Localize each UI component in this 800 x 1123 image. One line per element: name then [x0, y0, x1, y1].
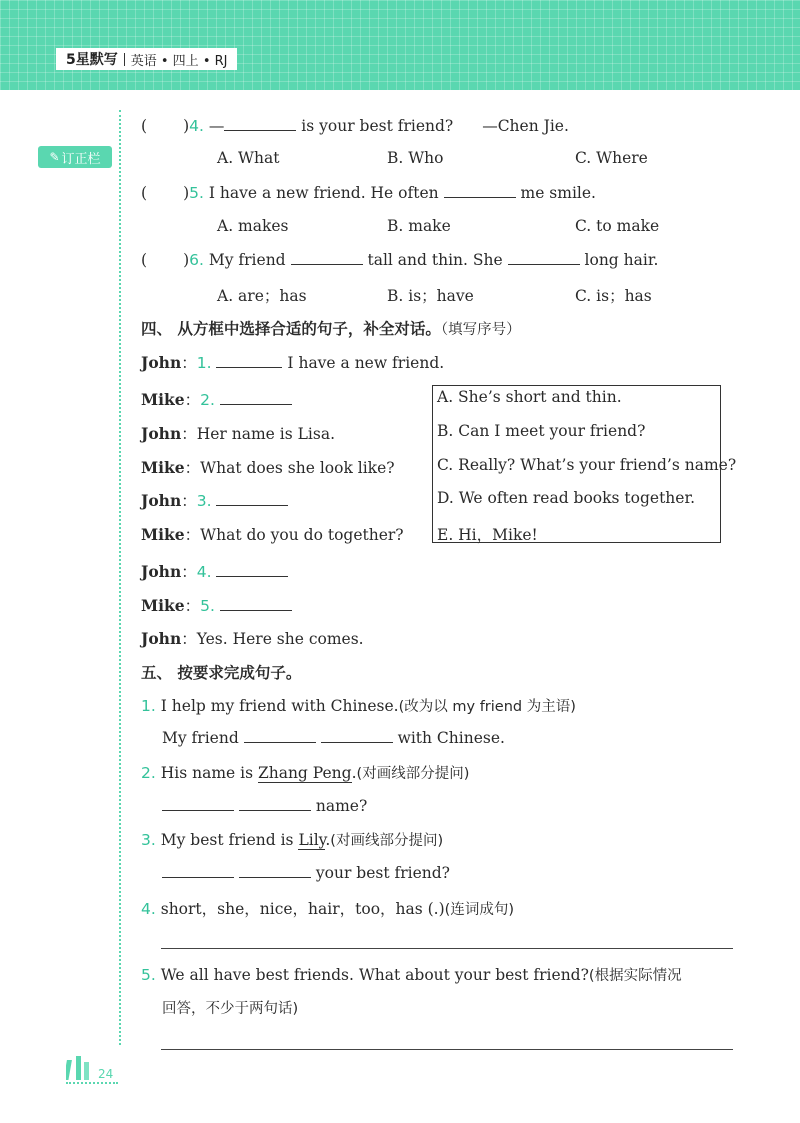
- q4-option-a: A. What: [217, 149, 280, 167]
- dialog-line: Mike：2.: [141, 388, 292, 410]
- dialog-line: Mike：5.: [141, 594, 292, 616]
- dialog-line: John：3.: [141, 489, 288, 511]
- pencil-icon: ✎: [49, 150, 60, 164]
- answer-line[interactable]: [161, 1049, 733, 1050]
- q6-option-a: A. are；has: [217, 287, 307, 305]
- s5-answer-2: name?: [162, 796, 367, 815]
- section-4-heading: 四、 从方框中选择合适的句子，补全对话。（填写序号）: [141, 320, 521, 338]
- correction-margin-line: [119, 110, 121, 1045]
- answer-line[interactable]: [161, 948, 733, 949]
- s5-question-4: 4. short，she，nice，hair，too，has (.)(连词成句): [141, 900, 514, 918]
- blank[interactable]: [321, 728, 393, 743]
- blank[interactable]: [162, 796, 234, 811]
- question-5: ( )5. I have a new friend. He often me smile.: [141, 184, 596, 202]
- q6-option-c: C. is；has: [575, 287, 652, 305]
- s5-question-3: 3. My best friend is Lily.(对画线部分提问): [141, 831, 444, 849]
- q5-option-c: C. to make: [575, 217, 660, 235]
- blank[interactable]: [220, 596, 292, 611]
- question-6: ( )6. My friend tall and thin. She long hair.: [141, 251, 659, 269]
- choice-c: C. Really? What’s your friend’s name?: [437, 456, 737, 474]
- sentence-choice-box: [432, 385, 737, 544]
- books-icon: [66, 1054, 96, 1080]
- page-number: 24: [98, 1067, 114, 1081]
- choice-e: E. Hi，Mike!: [437, 526, 538, 544]
- brand-title: 5星默写: [66, 52, 118, 68]
- blank[interactable]: [508, 250, 580, 265]
- blank[interactable]: [162, 863, 234, 878]
- dialog-line: John：1. I have a new friend.: [141, 353, 445, 372]
- blank[interactable]: [216, 353, 282, 368]
- blank[interactable]: [220, 390, 292, 405]
- blank[interactable]: [216, 491, 288, 506]
- q5-option-b: B. make: [387, 217, 451, 235]
- blank[interactable]: [239, 796, 311, 811]
- question-4: ( )4. — is your best friend? —Chen Jie.: [141, 117, 569, 135]
- q4-option-b: B. Who: [387, 149, 444, 167]
- blank[interactable]: [224, 116, 296, 131]
- choice-a: A. She’s short and thin.: [437, 388, 622, 406]
- dialog-line: Mike：What does she look like?: [141, 458, 395, 477]
- s5-question-2: 2. His name is Zhang Peng.(对画线部分提问): [141, 764, 470, 782]
- blank[interactable]: [216, 562, 288, 577]
- q5-option-a: A. makes: [217, 217, 289, 235]
- s5-answer-1: My friend with Chinese.: [162, 729, 505, 747]
- choice-b: B. Can I meet your friend?: [437, 422, 646, 440]
- blank[interactable]: [291, 250, 363, 265]
- s5-answer-3: your best friend?: [162, 863, 450, 882]
- choice-d: D. We often read books together.: [437, 489, 696, 507]
- blank[interactable]: [444, 183, 516, 198]
- dialog-line: John：Yes. Here she comes.: [141, 629, 364, 648]
- blank[interactable]: [244, 728, 316, 743]
- header-band: [0, 0, 800, 90]
- s5-question-5: 5. We all have best friends. What about your best friend?(根据实际情况: [141, 966, 682, 984]
- book-info: 英语 • 四上 • RJ: [130, 53, 228, 69]
- dialog-line: John：4.: [141, 560, 288, 582]
- correction-tag: ✎ 订正栏: [38, 146, 112, 168]
- s5-question-5-note: 回答，不少于两句话): [162, 1001, 299, 1017]
- q4-option-c: C. Where: [575, 149, 648, 167]
- s5-question-1: 1. I help my friend with Chinese.(改为以 my friend 为主语): [141, 697, 576, 715]
- dialog-line: Mike：What do you do together?: [141, 525, 404, 544]
- section-5-heading: 五、 按要求完成句子。: [141, 664, 302, 682]
- brand-label: [56, 48, 237, 70]
- dialog-line: John：Her name is Lisa.: [141, 424, 335, 443]
- q6-option-b: B. is；have: [387, 287, 474, 305]
- blank[interactable]: [239, 863, 311, 878]
